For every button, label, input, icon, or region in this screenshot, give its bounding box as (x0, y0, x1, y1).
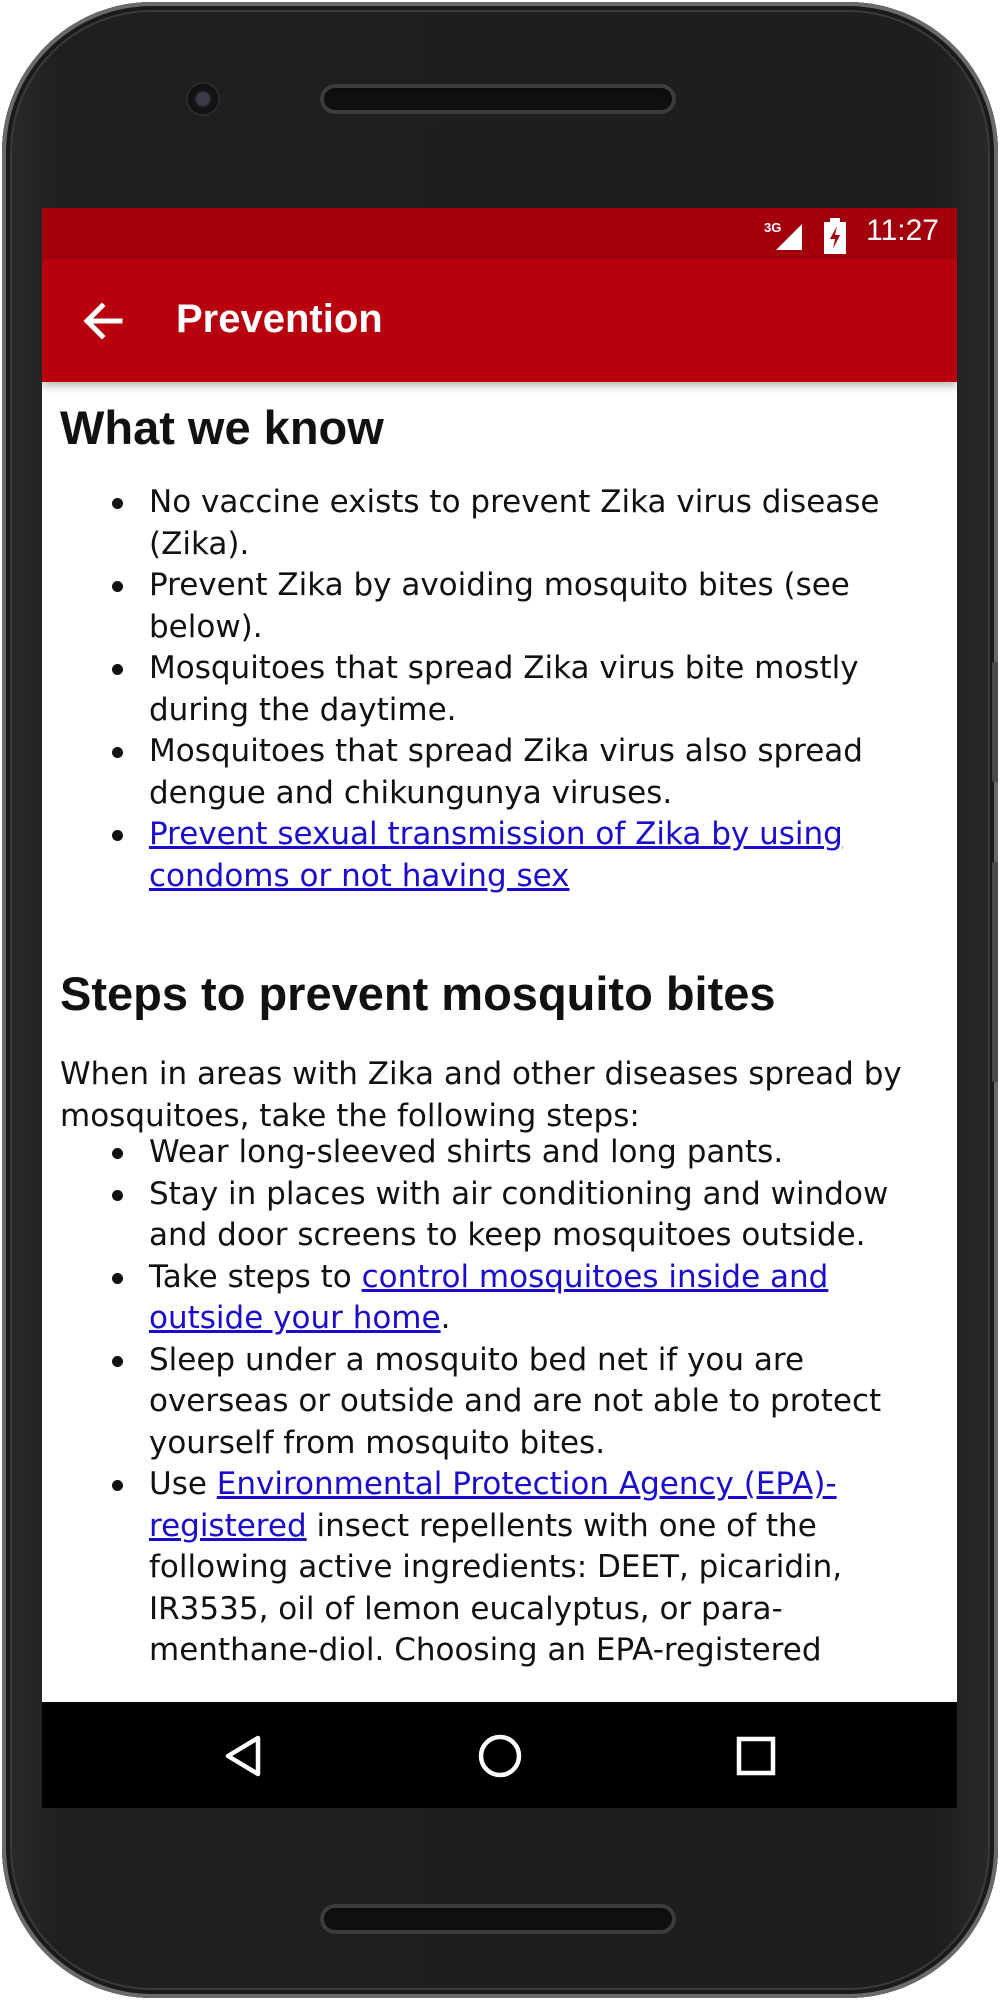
sexual-transmission-link[interactable]: Prevent sexual transmission of Zika by using condoms or not having sex (149, 816, 843, 894)
arrow-left-icon[interactable] (80, 298, 126, 344)
bullet-icon (112, 1190, 123, 1201)
list-item: Sleep under a mosquito bed net if you are overseas or outside and are not able to protect yourself from mosquito bites. (42, 1340, 957, 1465)
bullet-icon (112, 1273, 123, 1284)
what-we-know-list (42, 482, 957, 897)
section-heading-steps: Steps to prevent mosquito bites (60, 967, 776, 1020)
status-bar (42, 208, 957, 259)
list-item: Take steps to control mosquitoes inside and outside your home. (42, 1257, 957, 1340)
volume-button (992, 862, 998, 1082)
circle-home-icon[interactable] (476, 1732, 524, 1780)
epa-registered-link[interactable]: Environmental Protection Agency (EPA)-registered (149, 1466, 837, 1544)
bullet-icon (112, 1480, 123, 1491)
bottom-speaker (320, 1904, 676, 1934)
bullet-icon (112, 664, 123, 675)
signal-3g-icon (764, 220, 804, 250)
bullet-icon (112, 830, 123, 841)
front-camera (188, 84, 218, 114)
list-item: Mosquitoes that spread Zika virus bite mostly during the daytime. (42, 648, 957, 731)
list-item: Stay in places with air conditioning and window and door screens to keep mosquitoes outside. (42, 1174, 957, 1257)
list-item: Mosquitoes that spread Zika virus also spread dengue and chikungunya viruses. (42, 731, 957, 814)
svg-text:3G: 3G (764, 220, 782, 235)
list-item: Wear long-sleeved shirts and long pants. (42, 1132, 957, 1174)
phone-frame (2, 2, 998, 1998)
bullet-icon (112, 581, 123, 592)
list-item (42, 814, 957, 897)
top-speaker (320, 84, 676, 114)
page-title: Prevention (176, 297, 383, 341)
screen (42, 208, 957, 1808)
bullet-icon (112, 498, 123, 509)
list-item: No vaccine exists to prevent Zika virus disease (Zika). (42, 482, 957, 565)
status-time: 11:27 (866, 214, 939, 247)
steps-intro: When in areas with Zika and other diseases spread by mosquitoes, take the following steps: (60, 1056, 902, 1134)
app-bar (42, 259, 957, 382)
section-heading-what-we-know: What we know (60, 401, 384, 454)
control-mosquitoes-link[interactable]: control mosquitoes inside and outside your home (149, 1258, 829, 1336)
side-button (992, 662, 998, 782)
navigation-bar (42, 1702, 957, 1808)
battery-icon (822, 218, 848, 254)
list-item: Use Environmental Protection Agency (EPA)-registered insect repellents with one of the following active ingredients: DEET, picaridin, IR3535, oil of lemon eucalyptus, or para-menthane-diol. Choosing an EPA-registered (42, 1464, 957, 1672)
triangle-back-icon[interactable] (220, 1732, 268, 1780)
bullet-icon (112, 747, 123, 758)
bullet-icon (112, 1148, 123, 1159)
list-item: Prevent Zika by avoiding mosquito bites (see below). (42, 565, 957, 648)
article-content[interactable] (42, 382, 957, 1808)
square-recents-icon[interactable] (732, 1732, 780, 1780)
steps-list (42, 1132, 957, 1672)
bullet-icon (112, 1356, 123, 1367)
